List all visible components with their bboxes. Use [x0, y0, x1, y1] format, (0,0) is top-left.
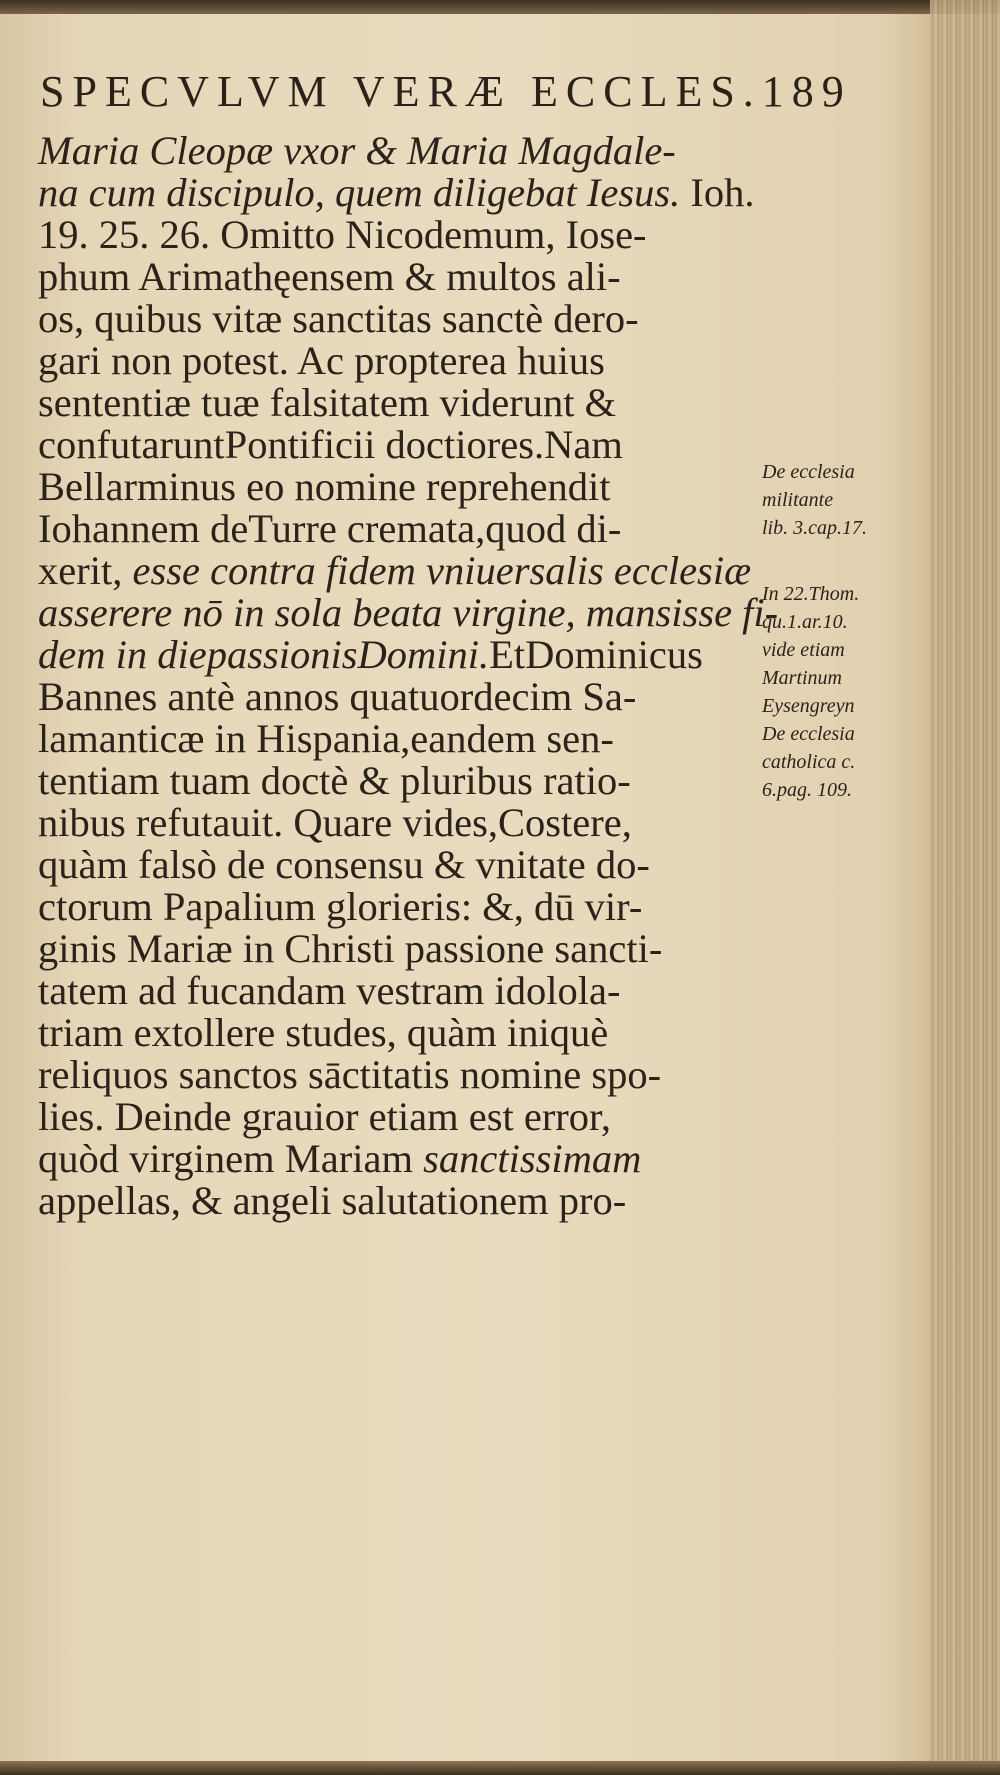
- margin-note-line: catholica c.: [762, 751, 856, 773]
- roman-segment: Bellarminus eo nomine reprehendit: [38, 464, 611, 509]
- roman-segment: lamanticæ in Hispania,eandem sen-: [38, 716, 614, 761]
- margin-note-line: 6.pag. 109.: [762, 779, 852, 801]
- running-header: SPECVLVM VERÆ ECCLES.189: [40, 67, 852, 116]
- text-line: [38, 1096, 798, 1138]
- text-line: [38, 970, 798, 1012]
- page-fore-edge: [930, 0, 1000, 1775]
- roman-segment: appellas, & angeli salutationem pro-: [38, 1178, 627, 1223]
- text-line: [38, 676, 798, 718]
- margin-note-line: Martinum: [762, 667, 842, 689]
- roman-segment: Bannes antè annos quatuordecim Sa-: [38, 674, 637, 719]
- text-line: [38, 928, 798, 970]
- roman-segment: ctorum Papalium glorieris: &, dū vir-: [38, 884, 643, 929]
- roman-segment: Ioh.: [680, 170, 755, 215]
- text-line: [38, 172, 798, 214]
- page-top-edge: [0, 0, 1000, 14]
- margin-note-line: De ecclesia: [762, 723, 855, 745]
- text-line: [38, 130, 798, 172]
- roman-segment: EtDominicus: [489, 632, 703, 677]
- italic-segment: Maria Cleopæ vxor & Maria Magdale-: [38, 128, 676, 173]
- italic-segment: sanctissimam: [423, 1136, 642, 1181]
- text-line: [38, 340, 798, 382]
- roman-segment: reliquos sanctos sāctitatis nomine spo-: [38, 1052, 662, 1097]
- margin-note-line: In 22.Thom.: [762, 583, 860, 605]
- text-line: [38, 886, 798, 928]
- margin-note: [762, 580, 942, 804]
- italic-segment: dem in diepassionisDomini.: [38, 632, 490, 677]
- text-line: [38, 802, 798, 844]
- margin-note: [762, 458, 942, 542]
- body-text: [38, 130, 798, 1222]
- roman-segment: phum Arimathęensem & multos ali-: [38, 254, 621, 299]
- roman-segment: tatem ad fucandam vestram idolola-: [38, 968, 621, 1013]
- roman-segment: gari non potest. Ac propterea huius: [38, 338, 605, 383]
- text-line: [38, 508, 798, 550]
- roman-segment: triam extollere studes, quàm iniquè: [38, 1010, 609, 1055]
- text-line: [38, 592, 798, 634]
- margin-note-line: Eysengreyn: [762, 695, 855, 717]
- text-line: [38, 634, 798, 676]
- page-bottom-edge: [0, 1761, 1000, 1775]
- roman-segment: quòd virginem Mariam: [38, 1136, 424, 1181]
- roman-segment: Iohannem deTurre cremata,quod di-: [38, 506, 622, 551]
- roman-segment: 19. 25. 26. Omitto Nicodemum, Iose-: [38, 212, 647, 257]
- margin-notes: [762, 458, 942, 842]
- text-line: [38, 382, 798, 424]
- margin-note-line: vide etiam: [762, 639, 845, 661]
- text-line: [38, 844, 798, 886]
- roman-segment: os, quibus vitæ sanctitas sanctè dero-: [38, 296, 639, 341]
- margin-note-line: militante: [762, 489, 834, 511]
- text-line: [38, 760, 798, 802]
- roman-segment: tentiam tuam doctè & pluribus ratio-: [38, 758, 631, 803]
- text-line: [38, 214, 798, 256]
- italic-segment: esse contra fidem vniuersalis ecclesiæ: [132, 548, 752, 593]
- roman-segment: quàm falsò de consensu & vnitate do-: [38, 842, 650, 887]
- text-line: [38, 424, 798, 466]
- italic-segment: asserere nō in sola beata virgine, mansisse fi-: [38, 590, 779, 635]
- text-line: [38, 466, 798, 508]
- roman-segment: xerit,: [38, 548, 133, 593]
- text-line: [38, 1138, 798, 1180]
- text-line: [38, 298, 798, 340]
- text-line: [38, 1012, 798, 1054]
- text-line: [38, 718, 798, 760]
- roman-segment: sententiæ tuæ falsitatem viderunt &: [38, 380, 617, 425]
- text-line: [38, 550, 798, 592]
- roman-segment: nibus refutauit. Quare vides,Costere,: [38, 800, 632, 845]
- roman-segment: ginis Mariæ in Christi passione sancti-: [38, 926, 663, 971]
- roman-segment: confutaruntPontificii doctiores.Nam: [38, 422, 623, 467]
- margin-note-line: De ecclesia: [762, 461, 855, 483]
- roman-segment: lies. Deinde grauior etiam est error,: [38, 1094, 612, 1139]
- text-line: [38, 1054, 798, 1096]
- italic-segment: na cum discipulo, quem diligebat Iesus.: [38, 170, 681, 215]
- margin-note-line: qu.1.ar.10.: [762, 611, 848, 633]
- text-line: [38, 1180, 798, 1222]
- text-line: [38, 256, 798, 298]
- margin-note-line: lib. 3.cap.17.: [762, 517, 867, 539]
